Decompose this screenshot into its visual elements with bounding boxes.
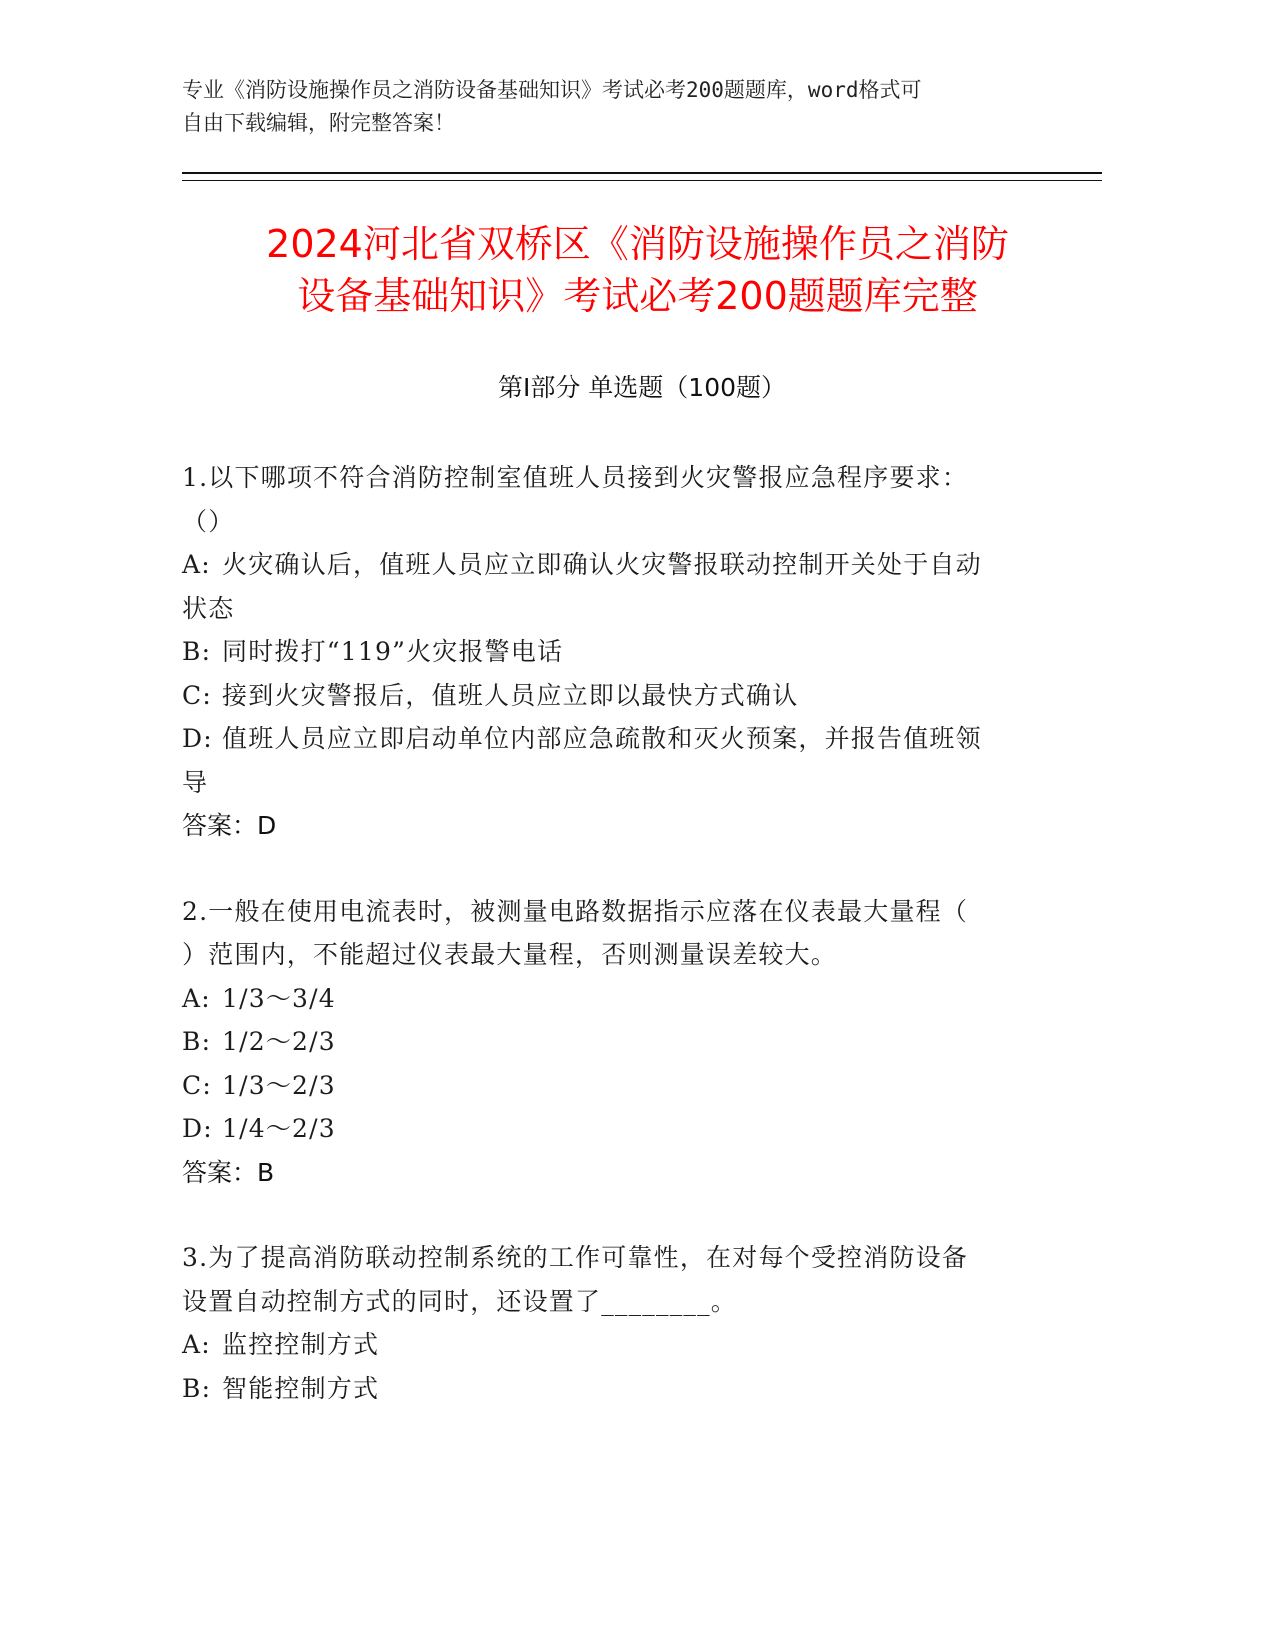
option-line <box>182 977 1042 1021</box>
option-key: D: <box>182 724 213 753</box>
option-line <box>182 1323 1042 1367</box>
option-text: 监控控制方式 <box>222 1330 380 1359</box>
header-rule-thin <box>182 180 1102 181</box>
option-line <box>182 1367 1042 1411</box>
option-text: 同时拨打“119”火灾报警电话 <box>222 637 564 666</box>
answer-prefix: 答案： <box>182 811 258 840</box>
option-line <box>182 1020 1042 1064</box>
answer-line <box>182 1151 1042 1195</box>
question-block <box>182 1236 1042 1410</box>
header-rule-thick <box>182 172 1102 174</box>
option-line <box>182 1107 1042 1151</box>
question-stem-line: 2.一般在使用电流表时，被测量电路数据指示应落在仪表最大量程（ <box>182 896 969 926</box>
option-line <box>182 587 1042 631</box>
question-block <box>182 456 1042 848</box>
document-title <box>120 218 1155 322</box>
option-key: C: <box>182 680 212 710</box>
option-key: A: <box>182 983 211 1013</box>
option-line <box>182 1064 1042 1108</box>
option-text: 导 <box>182 767 209 797</box>
option-key: B: <box>182 1373 212 1403</box>
option-text: 值班人员应立即启动单位内部应急疏散和灭火预案，并报告值班领 <box>222 724 982 753</box>
option-text: 智能控制方式 <box>222 1373 380 1403</box>
option-text: 1/4～2/3 <box>222 1114 336 1143</box>
document-title-line-2: 设备基础知识》考试必考200题题库完整 <box>297 274 978 318</box>
option-line <box>182 630 1042 674</box>
section-title: 第Ⅰ部分 单选题（100题） <box>497 373 787 402</box>
option-text: 1/3～2/3 <box>222 1070 336 1100</box>
option-key: B: <box>182 637 212 666</box>
question-stem-line: （） <box>182 506 235 536</box>
option-text: 火灾确认后，值班人员应立即确认火灾警报联动控制开关处于自动 <box>222 550 982 579</box>
option-text: 接到火灾警报后，值班人员应立即以最快方式确认 <box>222 680 799 710</box>
question-stem-line: 1.以下哪项不符合消防控制室值班人员接到火灾警报应急程序要求： <box>182 463 969 492</box>
header-note-line-1: 专业《消防设施操作员之消防设备基础知识》考试必考200题题库，word格式可 <box>182 78 922 102</box>
document-title-line-1: 2024河北省双桥区《消防设施操作员之消防 <box>266 222 1009 266</box>
option-text: 1/2～2/3 <box>222 1027 336 1056</box>
question-list <box>182 456 1042 1452</box>
header-note-line-2: 自由下载编辑，附完整答案！ <box>182 111 455 135</box>
option-line <box>182 717 1042 761</box>
option-text: 1/3～3/4 <box>222 983 336 1013</box>
answer-value: D <box>257 811 277 840</box>
option-line <box>182 761 1042 805</box>
header-note <box>182 74 1062 140</box>
question-stem-line: ）范围内，不能超过仪表最大量程，否则测量误差较大。 <box>182 940 838 969</box>
answer-value: B <box>257 1157 275 1187</box>
option-text: 状态 <box>182 593 235 623</box>
question-block <box>182 890 1042 1195</box>
question-stem-line: 设置自动控制方式的同时，还设置了________。 <box>182 1286 738 1316</box>
option-key: C: <box>182 1070 212 1100</box>
answer-line <box>182 804 1042 848</box>
option-line <box>182 543 1042 587</box>
option-key: A: <box>182 550 211 579</box>
option-key: D: <box>182 1114 213 1143</box>
option-line <box>182 674 1042 718</box>
answer-prefix: 答案： <box>182 1157 258 1187</box>
option-key: B: <box>182 1027 212 1056</box>
question-stem-line: 3.为了提高消防联动控制系统的工作可靠性，在对每个受控消防设备 <box>182 1243 969 1272</box>
option-key: A: <box>182 1330 211 1359</box>
